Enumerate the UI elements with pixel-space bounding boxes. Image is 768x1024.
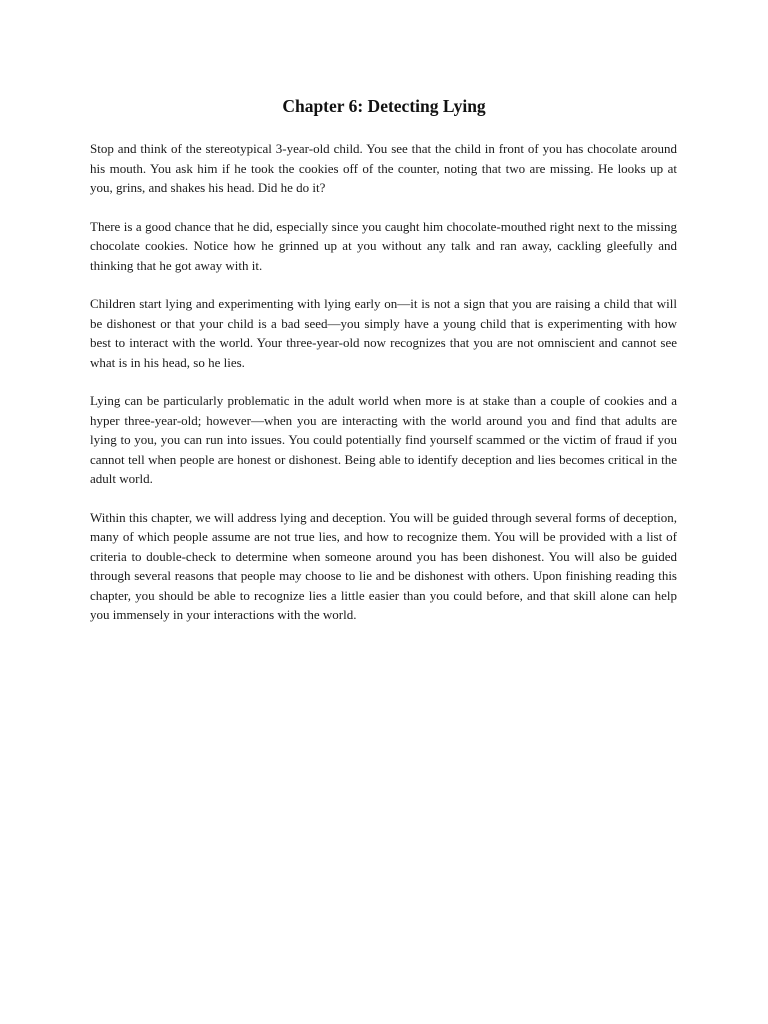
- paragraph-4: Lying can be particularly problematic in the adult world when more is at stake than a couple of cookies and a hyper three-year-old; however—when you are interacting with the world around you and find that adults are lying to you, you can run into issues. You could potentially find yourself scammed or the victim of fraud if you cannot tell when people are honest or dishonest. Being able to identify deception and lies becomes critical in the adult world.: [90, 393, 677, 486]
- chapter-body: [90, 139, 677, 644]
- paragraph-2: There is a good chance that he did, especially since you caught him chocolate-mouthed right next to the missing chocolate cookies. Notice how he grinned up at you without any talk and ran away, cackling gleefully and thinking that he got away with it.: [90, 218, 677, 273]
- paragraph-5: Within this chapter, we will address lying and deception. You will be guided through several forms of deception, many of which people assume are not true lies, and how to recognize them. You will be provided with a list of criteria to double-check to determine when someone around you has been dishonest. You will also be guided through several reasons that people may choose to lie and be dishonest with others. Upon finishing reading this chapter, you should be able to recognize lies a little easier than you could before, and that skill alone can help you immensely in your interactions with the world.: [90, 509, 677, 622]
- paragraph-3: Children start lying and experimenting with lying early on—it is not a sign that you are raising a child that will be dishonest or that your child is a bad seed—you simply have a young child that is experimenting with how best to interact with the world. Your three-year-old now recognizes that you are not omniscient and cannot see what is in his head, so he lies.: [90, 296, 677, 370]
- chapter-title: Chapter 6: Detecting Lying: [282, 96, 486, 116]
- paragraph-1: Stop and think of the stereotypical 3-year-old child. You see that the child in front of you has chocolate around his mouth. You ask him if he took the cookies off of the counter, noting that two are missing. He looks up at you, grins, and shakes his head. Did he do it?: [90, 141, 677, 195]
